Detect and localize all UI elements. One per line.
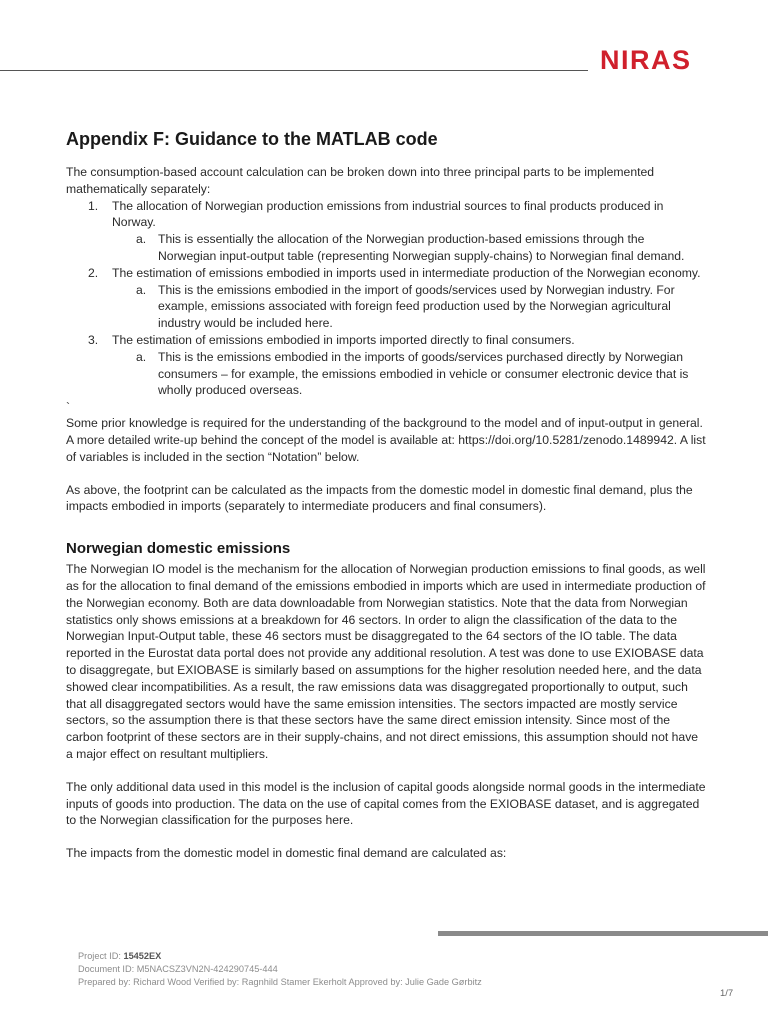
list-item <box>66 265 706 332</box>
prior-knowledge-paragraph: Some prior knowledge is required for the understanding of the background to the model and of input-output in general. A more detailed write-up behind the concept of the model is available at: https://doi.org/10.5281/zenodo.1489942. A list of variables is included in the section “Notation” below. <box>66 416 706 464</box>
sub-list <box>112 349 706 399</box>
list-number: 2. <box>88 265 99 280</box>
header-rule <box>0 70 588 71</box>
footprint-paragraph: As above, the footprint can be calculated as the impacts from the domestic model in domestic final demand, plus the impacts embodied in imports (separately to intermediate producers and final consumers). <box>66 482 693 514</box>
sub-list-letter: a. <box>136 349 147 364</box>
footer-bar <box>438 931 768 936</box>
sub-list-item <box>112 231 706 265</box>
list-item-text: The estimation of emissions embodied in imports used in intermediate production of the Norwegian economy. <box>112 265 701 280</box>
domestic-paragraph-2: The only additional data used in this model is the inclusion of capital goods alongside normal goods in the intermediate inputs of goods into production. The data on the use of capital comes from the EXIOBASE dataset, and is aggregated to the Norwegian classification for the purposes here. <box>66 779 706 828</box>
list-number: 1. <box>88 198 99 213</box>
section-heading: Norwegian domestic emissions <box>66 540 291 558</box>
sub-list-item <box>112 349 706 399</box>
document-id-label: Document ID: <box>78 964 135 974</box>
list-item <box>66 332 706 399</box>
document-footer <box>78 950 482 989</box>
domestic-paragraph-1: The Norwegian IO model is the mechanism for the allocation of Norwegian production emissions to final goods, as well as for the allocation to final demand of the emissions embodied in imports which are used in intermediate production of the Norwegian economy. Both are data downloadable from Norwegian statistics. Note that the data from Norwegian statistics only shows emissions at a breakdown for 46 sectors. In order to align the classification of the data to the Norwegian Input-Output table, these 46 sectors must be disaggregated to the 64 sectors of the IO table. The data reported in the Eurostat data portal does not provide any additional resolution. A test was done to use EXIOBASE data to disaggregate, but EXIOBASE is similarly based on assumptions for the higher resolution needed here, and the data showed clear incompatibilities. As a result, the raw emissions data was disaggregated proportionally to output, such that all disaggregated sectors would have the same emission intensities. The sectors impacted are mostly service sectors, so the assumption there is that these sectors have the same direct emission intensity. Since most of the carbon footprint of these sectors are in their supply-chains, and not direct emissions, this assumption should not have a major effect on resultant multipliers. <box>66 562 706 761</box>
intro-paragraph: The consumption-based account calculation can be broken down into three principal parts to be implemented mathematically separately: <box>66 165 655 196</box>
list-item-text: The estimation of emissions embodied in imports imported directly to final consumers. <box>112 332 575 347</box>
page-number: 1/7 <box>720 988 734 999</box>
logo-wordmark: NIRAS <box>600 45 692 75</box>
sub-list-letter: a. <box>136 232 147 247</box>
project-id-value: 15452EX <box>123 951 162 961</box>
page-content <box>66 128 706 862</box>
niras-logo <box>600 44 730 76</box>
sub-list <box>112 282 706 332</box>
parts-list <box>66 198 706 400</box>
sub-list-letter: a. <box>136 282 147 297</box>
sub-list-item-text: This is the emissions embodied in the import of goods/services used by Norwegian industry. For example, emissions associated with foreign feed production used by the Norwegian agricultural industry would be included here. <box>158 282 675 331</box>
domestic-paragraph-3: The impacts from the domestic model in domestic final demand are calculated as: <box>66 846 507 861</box>
project-id-label: Project ID: <box>78 951 121 961</box>
list-number: 3. <box>88 332 99 347</box>
sub-list <box>112 231 706 265</box>
document-id-line <box>78 963 482 976</box>
stray-mark: ` <box>66 400 71 415</box>
project-id-line <box>78 950 482 963</box>
sub-list-item-text: This is the emissions embodied in the imports of goods/services purchased directly by Norwegian consumers – for example, the emissions embodied in vehicle or consumer electronic device that is wholly produced overseas. <box>158 349 689 398</box>
list-item-text: The allocation of Norwegian production emissions from industrial sources to final products produced in Norway. <box>112 198 664 230</box>
list-item <box>66 198 706 265</box>
prepared-by-line: Prepared by: Richard Wood Verified by: Ragnhild Stamer Ekerholt Approved by: Julie Gade Gørbitz <box>78 977 482 987</box>
sub-list-item <box>112 282 706 332</box>
sub-list-item-text: This is essentially the allocation of the Norwegian production-based emissions through the Norwegian input-output table (representing Norwegian supply-chains) to Norwegian final demand. <box>158 232 685 263</box>
document-id-value: M5NACSZ3VN2N-424290745-444 <box>136 964 278 974</box>
page-title: Appendix F: Guidance to the MATLAB code <box>66 129 438 149</box>
